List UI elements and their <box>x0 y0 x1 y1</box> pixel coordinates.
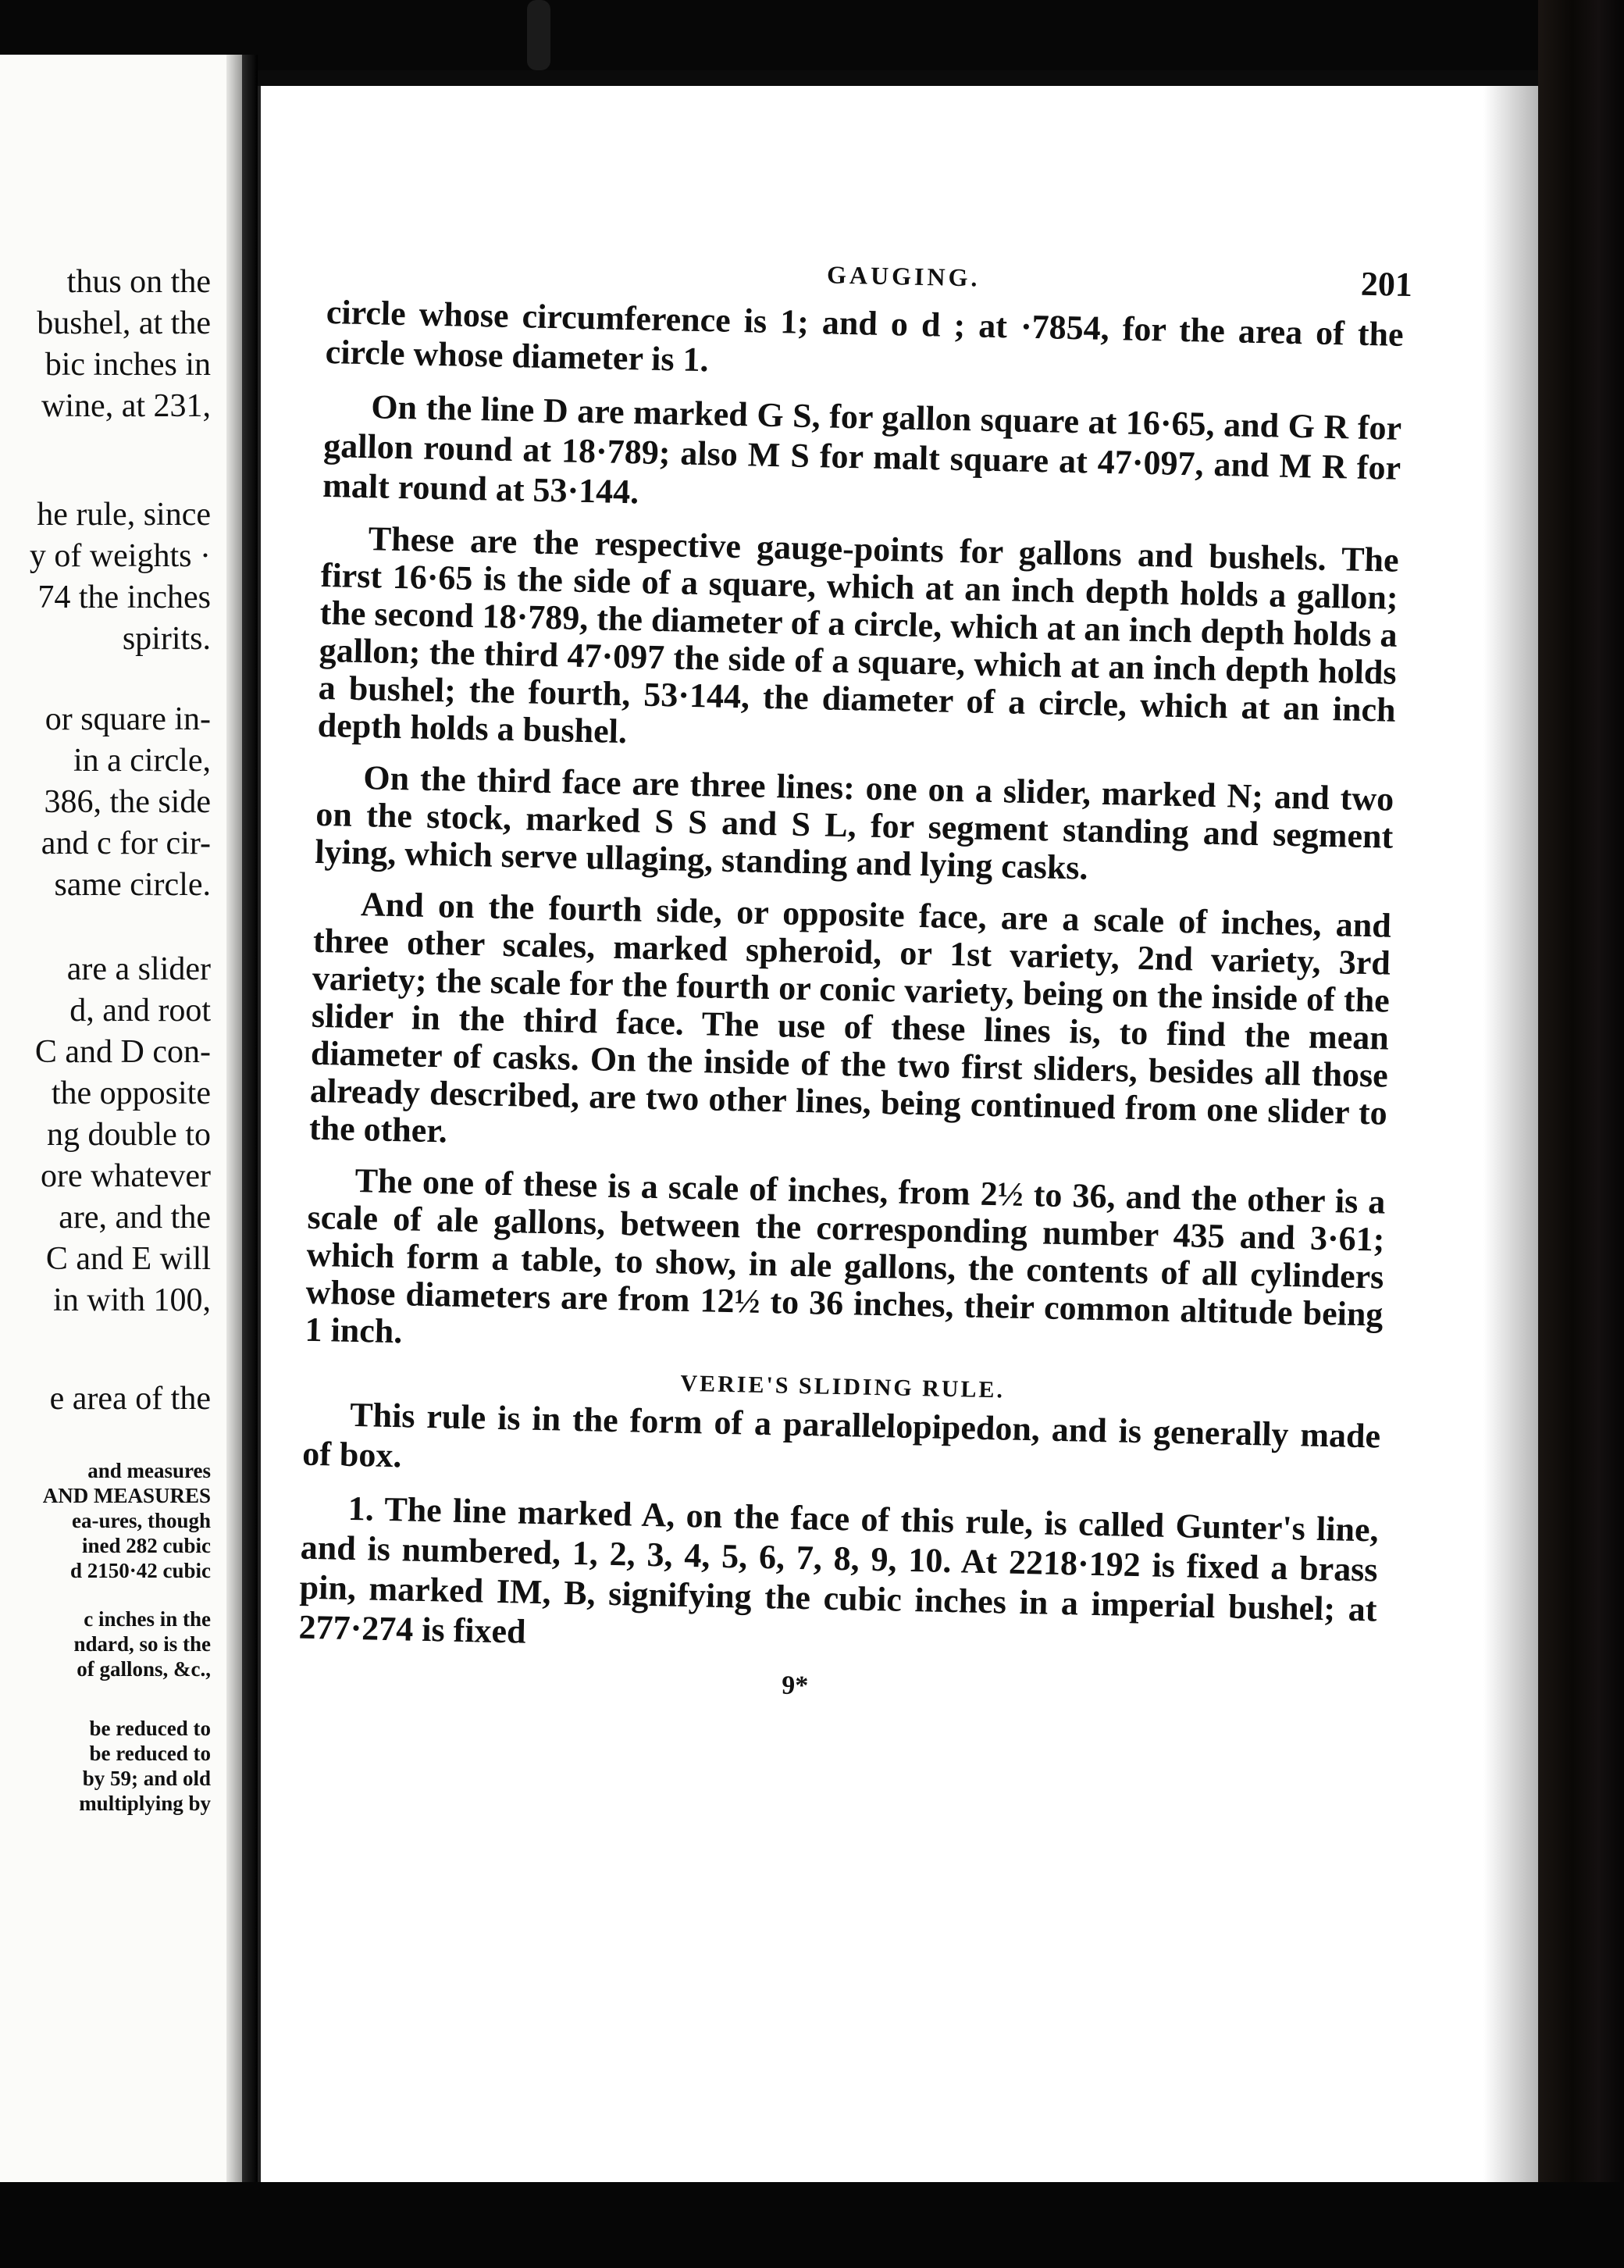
left-page-line: ore whatever <box>40 1158 211 1194</box>
paragraph: This rule is in the form of a parallelopipedon, and is generally made of box. <box>301 1395 1381 1475</box>
paragraph: circle whose circumference is 1; and o d ; at ·7854, for the area of the circle whose diameter is 1. <box>325 292 1405 380</box>
left-page-line: y of weights · <box>29 538 211 574</box>
left-page-line: wine, at 231, <box>41 388 211 424</box>
scan-border-bottom <box>0 2182 1624 2268</box>
left-page-footnote-line: ined 282 cubic <box>81 1534 211 1557</box>
left-page-line: and c for cir- <box>41 826 211 861</box>
left-facing-page <box>0 55 242 2187</box>
section-heading: VERIE'S SLIDING RULE. <box>680 1370 1006 1403</box>
paragraph: The one of these is a scale of inches, from 2½ to 36, and the other is a scale of ale gallons, between the corresponding number 435 and 3·61; which form a table, to show, in ale gallons, the contents of all cylinders whose diameters are from 12½ to 36 inches, their common altitude being 1 inch. <box>304 1161 1386 1351</box>
left-page-footnote-line: be reduced to <box>89 1717 211 1740</box>
left-page-footnote-line: be reduced to <box>89 1742 211 1765</box>
running-head: GAUGING. <box>826 260 981 292</box>
left-page-footnote-line: c inches in the <box>84 1607 211 1631</box>
left-page-line: thus on the <box>66 264 211 300</box>
page-edge-shadow <box>1483 86 1538 2195</box>
left-page-line: 74 the inches <box>37 579 211 615</box>
scan-artifact <box>527 0 550 70</box>
paragraph: 1. The line marked A, on the face of this rule, is called Gunter's line, and is numbered, 1, 2, 3, 4, 5, 6, 7, 8, 9, 10. At 2218·192 is fixed a brass pin, marked IM, B, signifying the cubic inches in a imperial bushel; at 277·274 is fixed <box>298 1489 1380 1651</box>
left-page-line: same circle. <box>54 867 211 903</box>
left-page-line: C and D con- <box>34 1034 211 1070</box>
left-page-line: are a slider <box>66 951 211 987</box>
paragraph: These are the respective gauge-points for gallons and bushels. The first 16·65 is the side of a square, which at an inch depth holds a gallon; the second 18·789, the diameter of a circle, which at an inch depth holds a gallon; the third 47·097 the side of a square, which at an inch depth holds a bushel; the fourth, 53·144, the diameter of a circle, which at an inch depth holds a bushel. <box>317 519 1400 751</box>
left-page-line: or square in- <box>45 701 211 737</box>
left-page-line: the opposite <box>51 1075 211 1111</box>
left-page-line: e area of the <box>49 1381 211 1417</box>
left-page-footnote-line: multiplying by <box>79 1792 211 1815</box>
left-page-line: d, and root <box>69 993 211 1029</box>
paragraph: And on the fourth side, or opposite face, are a scale of inches, and three other scales, marked spheroid, or 1st variety, 2nd variety, 3rd variety; the scale for the fourth or conic variety, being on the inside of the slider in the third face. The use of these lines is, to find the mean diameter of casks. On the inside of the two first sliders, besides all those already described, are two other lines, being continued from one slider to the other. <box>308 885 1392 1150</box>
left-page-footnote-line: d 2150·42 cubic <box>69 1559 211 1582</box>
left-page-footnote-line: ndard, so is the <box>73 1632 211 1656</box>
left-page-line: in a circle, <box>73 743 211 779</box>
page-text-block <box>297 234 1413 1713</box>
book-spine <box>242 55 258 2187</box>
left-page-footnote-line: AND MEASURES <box>42 1484 211 1507</box>
left-page-line: C and E will <box>45 1241 211 1277</box>
left-page-footnote-line: ea-ures, though <box>71 1509 211 1532</box>
left-page-footnote-line: of gallons, &c., <box>77 1657 211 1681</box>
left-page-footnote-line: by 59; and old <box>82 1767 211 1790</box>
scan-border-right <box>1538 0 1624 2268</box>
left-page-line: spirits. <box>122 621 211 657</box>
left-page-line: 386, the side <box>44 784 211 820</box>
left-page-line: he rule, since <box>37 497 211 533</box>
left-page-footnote-line: and measures <box>87 1459 211 1482</box>
signature-mark: 9* <box>781 1671 809 1701</box>
paragraph: On the line D are marked G S, for gallon square at 16·65, and G R for gallon round at 18·789; also M S for malt square at 47·097, and M R for malt round at 53·144. <box>322 387 1402 512</box>
left-page-line: are, and the <box>59 1200 211 1236</box>
page-gutter <box>226 55 242 2187</box>
left-page-line: ng double to <box>47 1117 211 1153</box>
left-page-line: bic inches in <box>45 347 211 383</box>
left-page-line: in with 100, <box>53 1282 211 1318</box>
page-number: 201 <box>1360 264 1413 305</box>
left-page-line: bushel, at the <box>37 305 211 341</box>
paragraph: On the third face are three lines: one on a slider, marked N; and two on the stock, marked S S and S L, for segment standing and segment lying, which serve ullaging, standing and lying casks. <box>314 758 1394 887</box>
